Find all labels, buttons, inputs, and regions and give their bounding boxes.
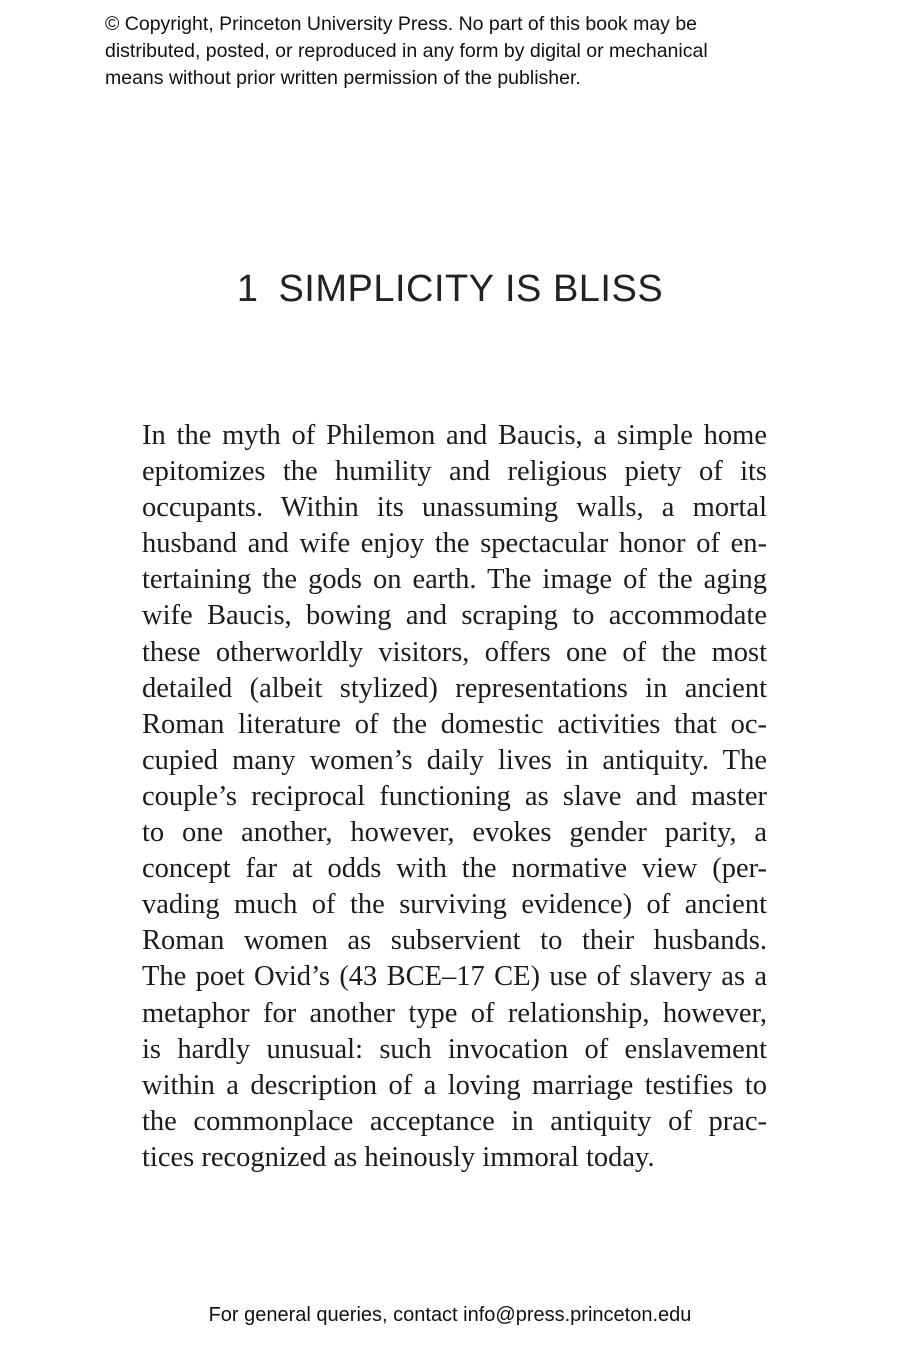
paragraph-line: cupied many women’s daily lives in antiquity. The: [142, 744, 767, 776]
paragraph-line: tertaining the gods on earth. The image of the aging: [142, 564, 767, 596]
paragraph-line: vading much of the surviving evidence) of ancient: [142, 889, 767, 921]
copyright-line: distributed, posted, or reproduced in any form by digital or mechanical: [105, 40, 708, 62]
paragraph-line: tices recognized as heinously immoral today.: [142, 1141, 655, 1173]
paragraph-line: concept far at odds with the normative view (per-: [142, 853, 767, 885]
paragraph-line: these otherworldly visitors, offers one of the most: [142, 636, 767, 668]
paragraph-line: couple’s reciprocal functioning as slave and master: [142, 780, 767, 812]
chapter-number: 1: [236, 268, 259, 310]
paragraph-line: detailed (albeit stylized) representations in ancient: [142, 672, 767, 704]
paragraph-line: is hardly unusual: such invocation of enslavement: [142, 1033, 767, 1065]
body-paragraph: [142, 418, 767, 1176]
copyright-notice: [105, 11, 825, 92]
copyright-line: means without prior written permission of the publisher.: [105, 67, 581, 89]
footer-contact: For general queries, contact info@press.princeton.edu: [208, 1304, 692, 1326]
paragraph-line: The poet Ovid’s (43 BCE–17 CE) use of slavery as a: [142, 961, 767, 993]
paragraph-line: wife Baucis, bowing and scraping to accommodate: [142, 600, 767, 632]
paragraph-line: the commonplace acceptance in antiquity of prac-: [142, 1105, 767, 1137]
paragraph-line: husband and wife enjoy the spectacular honor of en-: [142, 528, 767, 560]
copyright-line: © Copyright, Princeton University Press. No part of this book may be: [105, 13, 698, 35]
paragraph-line: In the myth of Philemon and Baucis, a simple home: [142, 420, 767, 451]
paragraph-line: epitomizes the humility and religious piety of its: [142, 456, 767, 488]
paragraph-line: to one another, however, evokes gender parity, a: [142, 817, 767, 849]
paragraph-line: metaphor for another type of relationship, however,: [142, 997, 767, 1029]
chapter-heading: [0, 266, 900, 312]
paragraph-line: within a description of a loving marriage testifies to: [142, 1069, 767, 1101]
paragraph-line: Roman literature of the domestic activities that oc-: [142, 708, 767, 740]
paragraph-line: occupants. Within its unassuming walls, a mortal: [142, 492, 767, 524]
chapter-title: SIMPLICITY IS BLISS: [278, 268, 664, 310]
paragraph-line: Roman women as subservient to their husbands.: [142, 925, 767, 957]
